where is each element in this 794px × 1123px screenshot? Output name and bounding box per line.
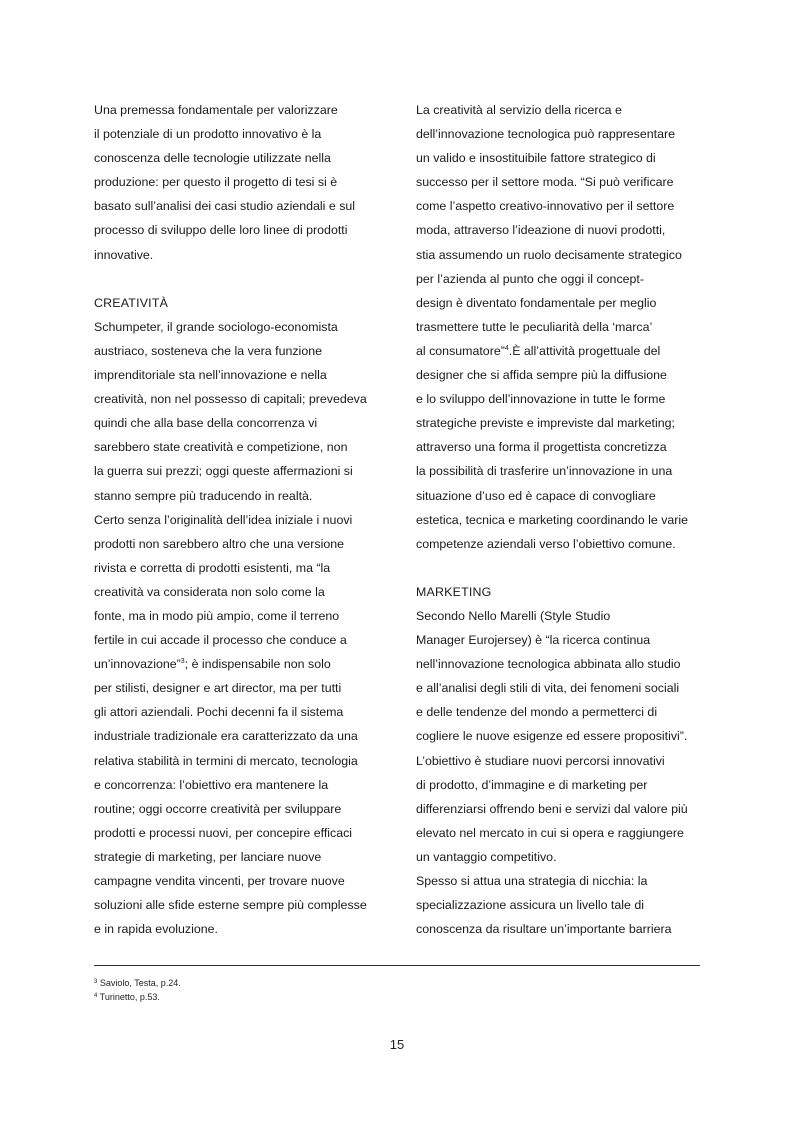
right-column (416, 98, 712, 941)
line-text: ; è indispensabile non solo (184, 657, 331, 672)
paragraph-line-with-footnote-ref (416, 339, 712, 363)
paragraph-line: designer che si affida sempre più la diffusione (416, 368, 667, 383)
paragraph-line: successo per il settore moda. “Si può verificare (416, 175, 674, 190)
paragraph-line: di prodotto, d’immagine e di marketing per (416, 777, 648, 792)
paragraph-line: quindi che alla base della concorrenza vi (94, 416, 318, 431)
page-number: 15 (389, 1037, 405, 1052)
footnote-number: 3 (94, 979, 98, 985)
paragraph-gap (94, 267, 384, 291)
paragraph-line: la possibilità di trasferire un’innovazione in una (416, 464, 673, 479)
paragraph-line: differenziarsi offrendo beni e servizi dal valore più (416, 801, 688, 816)
footnote-3 (94, 976, 181, 990)
paragraph-line: strategiche previste e impreviste dal marketing; (416, 416, 675, 431)
paragraph-line: dell’innovazione tecnologica può rappresentare (416, 127, 676, 142)
paragraph-line: la guerra sui prezzi; oggi queste affermazioni si (94, 464, 353, 479)
paragraph-line: conoscenza delle tecnologie utilizzate nella (94, 151, 331, 166)
footnote-text: Saviolo, Testa, p.24. (97, 978, 181, 988)
paragraph-line: strategie di marketing, per lanciare nuove (94, 849, 322, 864)
paragraph-line: basato sull’analisi dei casi studio aziendali e sul (94, 199, 356, 214)
paragraph-line: stanno sempre più traducendo in realtà. (94, 488, 313, 503)
paragraph-line: campagne vendita vincenti, per trovare nuove (94, 874, 345, 888)
paragraph-line: attraverso una forma il progettista concretizza (416, 440, 667, 455)
paragraph-line: stia assumendo un ruolo decisamente strategico (416, 247, 682, 262)
paragraph-line: routine; oggi occorre creatività per sviluppare (94, 801, 342, 816)
paragraph-line: e concorrenza: l’obiettivo era mantenere la (94, 777, 329, 792)
paragraph-line: moda, attraverso l’ideazione di nuovi prodotti, (416, 223, 666, 238)
paragraph-line: creatività va considerata non solo come la (94, 584, 325, 599)
paragraph-line: fonte, ma in modo più ampio, come il terreno (94, 608, 340, 623)
paragraph-line: e lo sviluppo dell’innovazione in tutte le forme (416, 392, 666, 407)
paragraph-line: cogliere le nuove esigenze ed essere propositivi”. (416, 729, 688, 744)
section-heading-creativita: CREATIVITÀ (94, 295, 169, 310)
footnote-separator (94, 965, 700, 966)
paragraph-line: relativa stabilità in termini di mercato, tecnologia (94, 753, 358, 768)
line-text: un’innovazione” (94, 657, 181, 672)
paragraph-line: sarebbero state creatività e competizione, non (94, 440, 348, 455)
paragraph-line: il potenziale di un prodotto innovativo è la (94, 127, 322, 142)
line-text: al consumatore” (416, 343, 505, 358)
paragraph-line: soluzioni alle sfide esterne sempre più complesse (94, 898, 367, 913)
paragraph-line: competenze aziendali verso l’obiettivo comune. (416, 536, 676, 551)
footnote-reference-3[interactable]: 3 (180, 658, 185, 666)
paragraph-line: produzione: per questo il progetto di tesi si è (94, 175, 338, 190)
paragraph-line: Manager Eurojersey) è “la ricerca continua (416, 633, 651, 648)
paragraph-line: rivista e corretta di prodotti esistenti, ma “la (94, 560, 331, 575)
paragraph-line: specializzazione assicura un livello tale di (416, 898, 644, 913)
paragraph-line: elevato nel mercato in cui si opera e raggiungere (416, 825, 684, 840)
paragraph-line: situazione d’uso ed è capace di convogliare (416, 488, 656, 503)
footnote-4 (94, 990, 181, 1004)
paragraph-line: industriale tradizionale era caratterizzato da una (94, 729, 358, 744)
paragraph-line: estetica, tecnica e marketing coordinando le varie (416, 512, 689, 527)
paragraph-gap (416, 556, 712, 580)
paragraph-line: creatività, non nel possesso di capitali; prevedeva (94, 392, 367, 407)
paragraph-line: e delle tendenze del mondo a permetterci di (416, 705, 658, 720)
footnote-text: Turinetto, p.53. (97, 992, 160, 1002)
line-text: .È all’attività progettuale del (508, 343, 661, 358)
paragraph-line: nell’innovazione tecnologica abbinata allo studio (416, 657, 681, 672)
paragraph-line: La creatività al servizio della ricerca e (416, 103, 622, 117)
paragraph-line-with-footnote-ref (94, 652, 384, 676)
left-column (94, 98, 384, 941)
paragraph-line: gli attori aziendali. Pochi decenni fa il sistema (94, 705, 344, 720)
paragraph-line: austriaco, sosteneva che la vera funzione (94, 343, 322, 358)
paragraph-line: imprenditoriale sta nell’innovazione e nella (94, 368, 327, 383)
paragraph-line: Secondo Nello Marelli (Style Studio (416, 608, 611, 623)
paragraph-line: fertile in cui accade il processo che conduce a (94, 633, 347, 648)
footnotes (94, 976, 181, 1004)
paragraph-line: processo di sviluppo delle loro linee di prodotti (94, 223, 348, 238)
paragraph-line: Certo senza l’originalità dell’idea iniziale i nuovi (94, 512, 353, 527)
paragraph-line: Spesso si attua una strategia di nicchia: la (416, 874, 648, 888)
paragraph-line: design è diventato fondamentale per meglio (416, 295, 657, 310)
paragraph-line: un valido e insostituibile fattore strategico di (416, 151, 656, 166)
paragraph-line: per l’azienda al punto che oggi il concept- (416, 271, 644, 286)
paragraph-line: per stilisti, designer e art director, ma per tutti (94, 681, 342, 696)
paragraph-line: innovative. (94, 247, 154, 262)
paragraph-line: e all’analisi degli stili di vita, dei fenomeni sociali (416, 681, 680, 696)
footnote-reference-4[interactable]: 4 (504, 344, 509, 352)
paragraph-line: prodotti non sarebbero altro che una versione (94, 536, 345, 551)
paragraph-line: un vantaggio competitivo. (416, 849, 557, 864)
paragraph-line: Schumpeter, il grande sociologo-economista (94, 319, 338, 334)
footnote-number: 4 (94, 993, 98, 999)
paragraph-line: trasmettere tutte le peculiarità della ‘marca’ (416, 319, 653, 334)
section-heading-marketing: MARKETING (416, 584, 492, 599)
paragraph-line: Una premessa fondamentale per valorizzare (94, 103, 338, 117)
paragraph-line: e in rapida evoluzione. (94, 922, 218, 937)
paragraph-line: come l’aspetto creativo-innovativo per il settore (416, 199, 675, 214)
paragraph-line: prodotti e processi nuovi, per concepire efficaci (94, 825, 353, 840)
paragraph-line: conoscenza da risultare un’importante barriera (416, 922, 672, 937)
paragraph-line: L’obiettivo è studiare nuovi percorsi innovativi (416, 753, 665, 768)
